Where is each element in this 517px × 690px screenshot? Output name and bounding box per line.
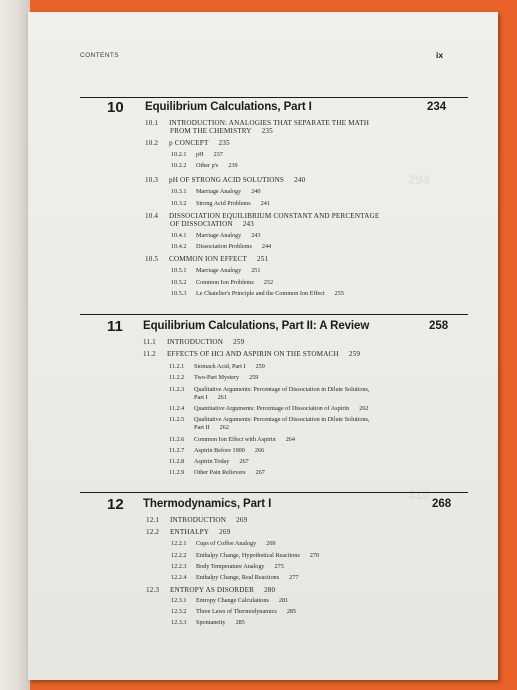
chapter-number: 10	[107, 99, 124, 116]
entry-title: pH	[196, 151, 204, 158]
toc-section-entry	[145, 139, 230, 147]
chapter-title: Equilibrium Calculations, Part I	[145, 101, 312, 113]
entry-title: Enthalpy Change, Real Reactions	[196, 574, 280, 581]
entry-page-number: 237	[213, 151, 223, 158]
entry-page-number: 277	[289, 574, 299, 581]
entry-title: Aspirin Today	[194, 458, 230, 465]
entry-number: 11.2.4	[169, 405, 185, 412]
entry-title: INTRODUCTION	[167, 338, 224, 346]
entry-number: 10.2.2	[171, 162, 187, 169]
entry-number: 12.3.1	[171, 597, 187, 604]
running-head-left: CONTENTS	[80, 52, 119, 59]
entry-page-number: 269	[219, 528, 231, 536]
entry-page-number: 259	[255, 363, 265, 370]
entry-title-continued: Part I	[194, 394, 208, 401]
entry-title: Three Laws of Thermodynamics	[196, 608, 277, 615]
toc-subsection-entry	[171, 540, 276, 548]
entry-title: Entropy Change Calculations	[196, 597, 269, 604]
entry-number: 12.2.1	[171, 540, 187, 547]
entry-page-number: 235	[261, 127, 273, 135]
chapter-title: Equilibrium Calculations, Part II: A Review	[143, 320, 370, 332]
entry-page-number: 235	[218, 139, 230, 147]
entry-title: ENTHALPY	[170, 528, 210, 536]
entry-title: Quantitative Arguments: Percentage of Dissociation of Aspirin	[194, 405, 350, 412]
toc-section-entry	[145, 176, 305, 184]
entry-title: Qualitative Arguments: Percentage of Dissociation in Dilute Solutions,	[194, 416, 370, 423]
entry-title: Marriage Analogy	[196, 188, 242, 195]
entry-title-continued: FROM THE CHEMISTRY	[170, 127, 252, 135]
entry-page-number: 239	[228, 162, 238, 169]
entry-title: Other Pain Relievers	[194, 469, 246, 476]
entry-title-continued: OF DISSOCIATION	[170, 220, 233, 228]
entry-page-number: 266	[254, 447, 265, 454]
entry-page-number: 252	[263, 279, 274, 286]
entry-page-number: 255	[334, 290, 344, 297]
entry-title: p CONCEPT	[169, 139, 209, 147]
toc-entry-continuation	[194, 394, 227, 402]
toc-subsection-entry	[171, 267, 260, 275]
entry-number: 11.2.1	[169, 363, 185, 370]
entry-page-number: 240	[251, 188, 261, 195]
toc-subsection-entry	[171, 232, 260, 240]
entry-title: Common Ion Effect with Aspirin	[194, 436, 276, 443]
entry-title: Common Ion Problems	[196, 279, 254, 286]
entry-number: 12.2.4	[171, 574, 187, 581]
entry-title: Cups of Coffee Analogy	[196, 540, 257, 547]
chapter-rule	[80, 97, 468, 98]
toc-subsection-entry	[169, 405, 369, 413]
toc-section-entry	[143, 338, 244, 346]
entry-title: Enthalpy Change, Hypothetical Reactions	[196, 552, 300, 559]
toc-subsection-entry	[171, 151, 223, 159]
entry-number: 12.2	[146, 528, 160, 536]
toc-subsection-entry	[171, 290, 344, 298]
entry-title: pH OF STRONG ACID SOLUTIONS	[169, 176, 285, 184]
toc-subsection-entry	[171, 574, 298, 582]
entry-page-number: 244	[261, 243, 272, 250]
entry-title: Qualitative Arguments: Percentage of Dissociation in Dilute Solutions,	[194, 386, 370, 393]
entry-page-number: 269	[236, 516, 248, 524]
entry-title: Aspirin Before 1900	[194, 447, 245, 454]
entry-number: 10.3.1	[171, 188, 187, 195]
toc-subsection-entry	[171, 200, 270, 208]
chapter-page-number: 268	[432, 498, 452, 510]
entry-title: Le Chatelier's Principle and the Common Ion Effect	[196, 290, 325, 297]
entry-title: Stomach Acid, Part I	[194, 363, 246, 370]
entry-number: 12.3.3	[171, 619, 187, 626]
toc-subsection-entry	[171, 563, 284, 571]
entry-title-continued: Part II	[194, 424, 210, 431]
entry-page-number: 285	[235, 619, 245, 626]
chapter-rule	[80, 314, 468, 315]
entry-number: 10.5.3	[171, 290, 187, 297]
toc-subsection-entry	[171, 188, 260, 196]
entry-page-number: 261	[217, 394, 227, 401]
entry-number: 12.2.2	[171, 552, 187, 559]
entry-page-number: 243	[242, 220, 254, 228]
toc-section-entry	[145, 255, 268, 263]
entry-number: 10.1	[145, 119, 159, 127]
entry-title: EFFECTS OF HCl AND ASPIRIN ON THE STOMACH	[167, 350, 339, 358]
chapter-number: 12	[107, 496, 124, 513]
entry-title: INTRODUCTION	[170, 516, 227, 524]
entry-title: Body Temperature Analogy	[196, 563, 265, 570]
entry-number: 11.2.8	[169, 458, 185, 465]
entry-page-number: 264	[285, 436, 295, 443]
entry-number: 12.2.3	[171, 563, 187, 570]
chapter-rule	[80, 492, 468, 493]
toc-subsection-entry	[171, 552, 319, 560]
entry-page-number: 259	[233, 338, 245, 346]
toc-section-entry	[143, 350, 360, 358]
chapter-page-number: 258	[429, 320, 449, 332]
entry-title: Marriage Analogy	[196, 232, 242, 239]
entry-title: ENTROPY AS DISORDER	[170, 586, 255, 594]
entry-number: 10.4	[145, 212, 159, 220]
entry-page-number: 240	[294, 176, 306, 184]
chapter-page-number: 234	[427, 101, 447, 113]
entry-number: 10.2.1	[171, 151, 187, 158]
entry-number: 11.2.7	[169, 447, 185, 454]
entry-page-number: 281	[278, 597, 289, 604]
entry-number: 10.3	[145, 176, 159, 184]
entry-page-number: 267	[239, 458, 249, 465]
entry-number: 10.2	[145, 139, 159, 147]
entry-number: 10.5	[145, 255, 159, 263]
toc-subsection-entry	[171, 608, 296, 616]
entry-number: 11.2.6	[169, 436, 185, 443]
chapter-number: 11	[107, 318, 123, 335]
entry-title: Two-Part Mystery	[194, 374, 240, 381]
entry-title: Spontaneity	[196, 619, 226, 626]
entry-number: 10.5.2	[171, 279, 187, 286]
entry-page-number: 241	[260, 200, 270, 207]
toc-subsection-entry	[171, 243, 271, 251]
toc-subsection-entry	[169, 447, 264, 455]
entry-number: 11.2.5	[169, 416, 185, 423]
entry-page-number: 251	[257, 255, 269, 263]
toc-subsection-entry	[171, 597, 288, 605]
toc-entry-continuation	[170, 127, 273, 135]
entry-title: Other p's	[196, 162, 219, 169]
entry-page-number: 267	[255, 469, 265, 476]
toc-subsection-entry	[169, 363, 265, 371]
entry-page-number: 270	[309, 552, 320, 559]
entry-number: 11.2	[143, 350, 156, 358]
entry-number: 11.2.9	[169, 469, 185, 476]
chapter-title: Thermodynamics, Part I	[143, 498, 272, 510]
toc-section-entry	[145, 212, 379, 220]
toc-subsection-entry	[169, 469, 265, 477]
entry-number: 10.4.1	[171, 232, 187, 239]
entry-number: 10.5.1	[171, 267, 187, 274]
entry-title: INTRODUCTION: ANALOGIES THAT SEPARATE THE MATH	[169, 119, 370, 127]
entry-page-number: 275	[274, 563, 284, 570]
entry-number: 11.1	[143, 338, 156, 346]
entry-number: 10.4.2	[171, 243, 187, 250]
entry-title: Dissociation Problems	[196, 243, 252, 250]
running-head-right: ix	[436, 50, 444, 60]
entry-page-number: 243	[251, 232, 261, 239]
toc-section-entry	[146, 586, 275, 594]
entry-page-number: 251	[251, 267, 261, 274]
toc-subsection-entry	[171, 162, 238, 170]
toc-entry-continuation	[194, 424, 229, 432]
entry-number: 11.2.2	[169, 374, 185, 381]
entry-page-number: 262	[359, 405, 369, 412]
toc-subsection-entry	[169, 416, 370, 424]
toc-subsection-entry	[169, 458, 249, 466]
toc-section-entry	[146, 516, 247, 524]
entry-title: COMMON ION EFFECT	[169, 255, 248, 263]
toc-section-entry	[146, 528, 230, 536]
toc-subsection-entry	[171, 619, 245, 627]
toc-subsection-entry	[169, 436, 295, 444]
toc-subsection-entry	[169, 386, 370, 394]
toc-subsection-entry	[171, 279, 273, 287]
entry-page-number: 285	[286, 608, 297, 615]
toc-subsection-entry	[169, 374, 258, 382]
entry-page-number: 259	[348, 350, 361, 358]
entry-page-number: 269	[266, 540, 276, 547]
entry-number: 12.3	[146, 586, 160, 594]
entry-number: 12.1	[146, 516, 160, 524]
entry-number: 12.3.2	[171, 608, 187, 615]
entry-title: Strong Acid Problems	[196, 200, 251, 207]
toc-section-entry	[145, 119, 369, 127]
entry-page-number: 259	[249, 374, 259, 381]
entry-page-number: 262	[219, 424, 229, 431]
toc-entry-continuation	[170, 220, 254, 228]
book-binding	[0, 0, 30, 690]
entry-number: 11.2.3	[169, 386, 185, 393]
book-page: 294 310	[28, 12, 498, 680]
entry-title: DISSOCIATION EQUILIBRIUM CONSTANT AND PERCENTAGE	[169, 212, 380, 220]
entry-page-number: 280	[264, 586, 276, 594]
entry-number: 10.3.2	[171, 200, 187, 207]
entry-title: Marriage Analogy	[196, 267, 242, 274]
